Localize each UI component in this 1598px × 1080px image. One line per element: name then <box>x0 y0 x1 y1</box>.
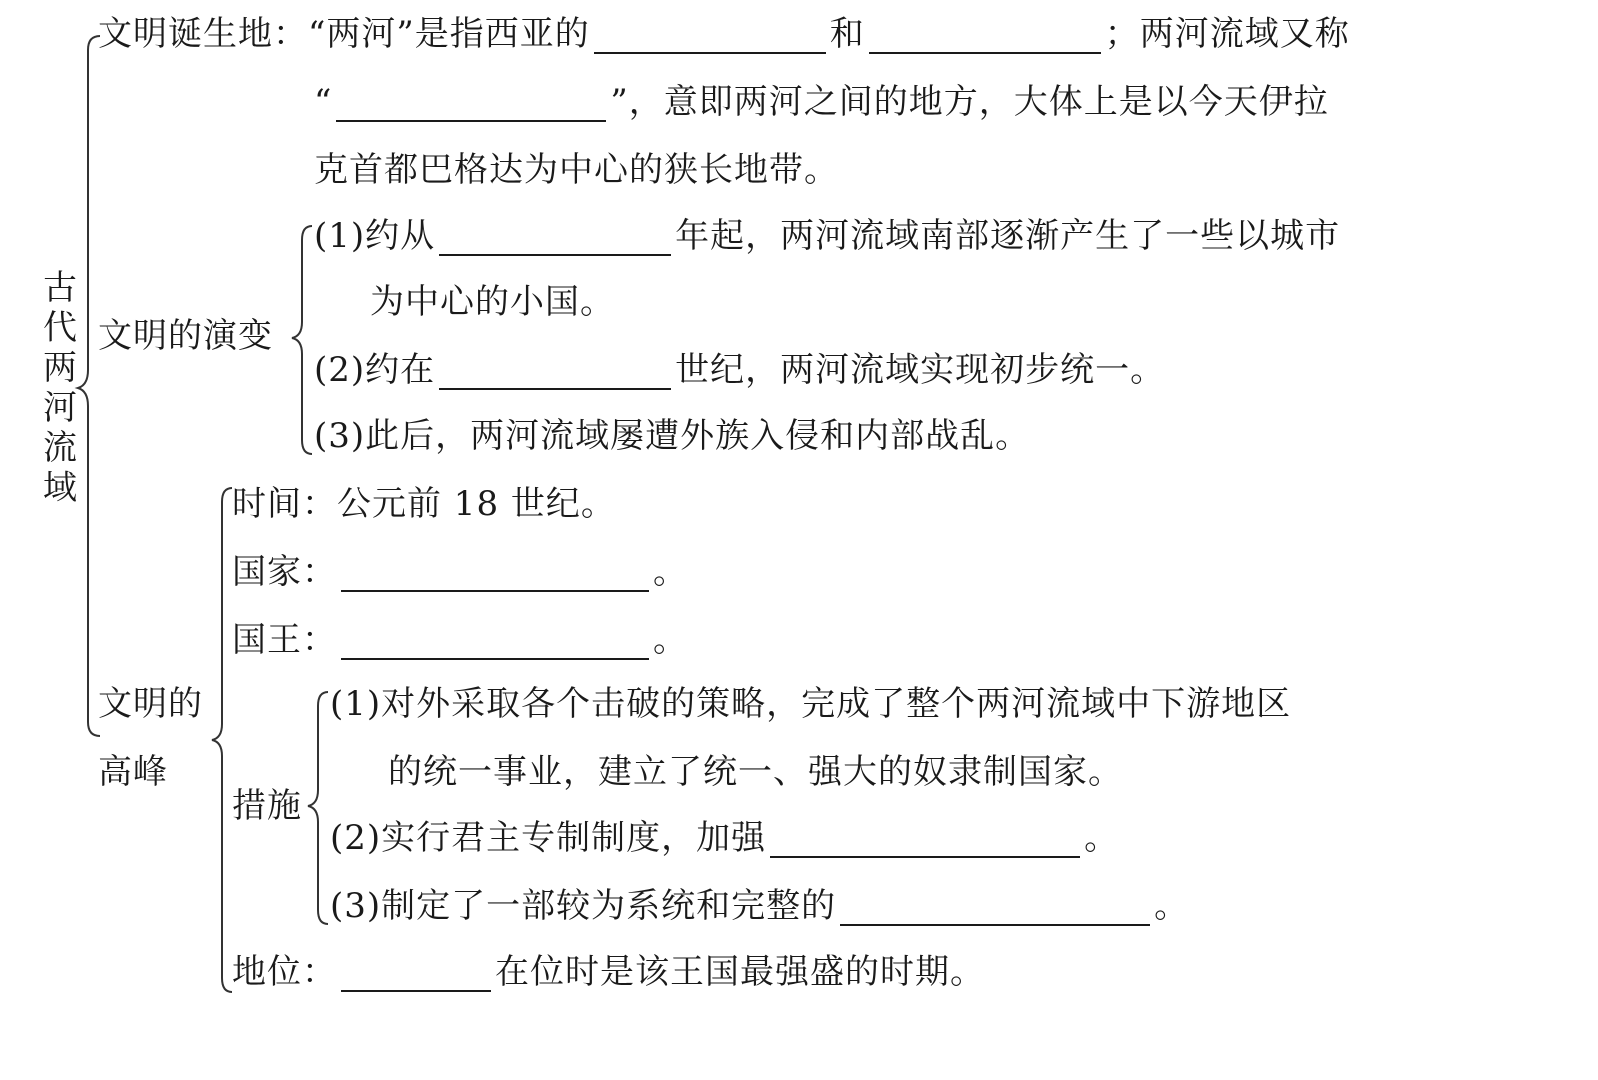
peak-king <box>232 620 688 660</box>
peak-country <box>232 552 688 592</box>
evolution-brace <box>292 226 312 454</box>
peak-label-line-2: 高峰 <box>98 752 168 792</box>
birthplace-quote-open: “ <box>314 82 333 122</box>
measures-item-3-b: 。 <box>1154 886 1190 926</box>
measures-item-2-b: 。 <box>1084 818 1120 858</box>
evolution-item-2-a: (2)约在 <box>314 350 436 390</box>
evolution-item-3: (3)此后，两河流域屡遭外族入侵和内部战乱。 <box>314 416 1031 456</box>
measures-item-2-a: (2)实行君主专制制度，加强 <box>330 818 767 858</box>
blank-country[interactable] <box>341 554 649 592</box>
blank-power[interactable] <box>770 820 1080 858</box>
birthplace-text-d: ”，意即两河之间的地方，大体上是以今天伊拉 <box>610 82 1329 122</box>
birthplace-text-c: ；两河流域又称 <box>1104 14 1350 54</box>
peak-king-end: 。 <box>653 620 688 660</box>
measures-item-3-a: (3)制定了一部较为系统和完整的 <box>330 886 837 926</box>
blank-century[interactable] <box>439 352 671 390</box>
birthplace-line-3: 克首都巴格达为中心的狭长地带。 <box>314 150 839 190</box>
measures-item-1-cont: 的统一事业，建立了统一、强大的奴隶制国家。 <box>388 752 1123 792</box>
blank-king[interactable] <box>341 622 649 660</box>
blank-year[interactable] <box>439 218 671 256</box>
birthplace-line-2 <box>314 82 1329 122</box>
birthplace-text-b: 和 <box>829 14 865 54</box>
birthplace-text-a: 文明诞生地：“两河”是指西亚的 <box>98 14 590 54</box>
evolution-item-1-a: (1)约从 <box>314 216 436 256</box>
diagram-title: 古代两河流域 <box>43 268 77 508</box>
evolution-item-1 <box>314 216 1340 256</box>
peak-king-label: 国王： <box>232 620 337 660</box>
measures-item-3 <box>330 886 1189 926</box>
blank-river-1[interactable] <box>594 16 826 54</box>
peak-status-label: 地位： <box>232 952 337 992</box>
peak-country-label: 国家： <box>232 552 337 592</box>
main-brace <box>78 36 100 736</box>
blank-region-name[interactable] <box>336 84 606 122</box>
birthplace-line-1 <box>98 14 1350 54</box>
peak-time: 时间：公元前 18 世纪。 <box>232 484 616 524</box>
evolution-item-2 <box>314 350 1165 390</box>
measures-item-1: (1)对外采取各个击破的策略，完成了整个两河流域中下游地区 <box>330 684 1292 724</box>
peak-status <box>232 952 985 992</box>
peak-brace <box>212 488 232 992</box>
blank-ruler[interactable] <box>341 954 491 992</box>
evolution-item-1-b: 年起，两河流域南部逐渐产生了一些以城市 <box>675 216 1341 256</box>
measures-item-2 <box>330 818 1119 858</box>
blank-river-2[interactable] <box>869 16 1101 54</box>
measures-brace <box>308 692 328 924</box>
evolution-label: 文明的演变 <box>98 316 273 356</box>
blank-code[interactable] <box>840 888 1150 926</box>
peak-label-line-1: 文明的 <box>98 684 203 724</box>
peak-status-end: 在位时是该王国最强盛的时期。 <box>495 952 985 992</box>
evolution-item-2-b: 世纪，两河流域实现初步统一。 <box>675 350 1166 390</box>
peak-country-end: 。 <box>653 552 688 592</box>
evolution-item-1-cont: 为中心的小国。 <box>370 282 615 322</box>
measures-label: 措施 <box>232 786 302 826</box>
